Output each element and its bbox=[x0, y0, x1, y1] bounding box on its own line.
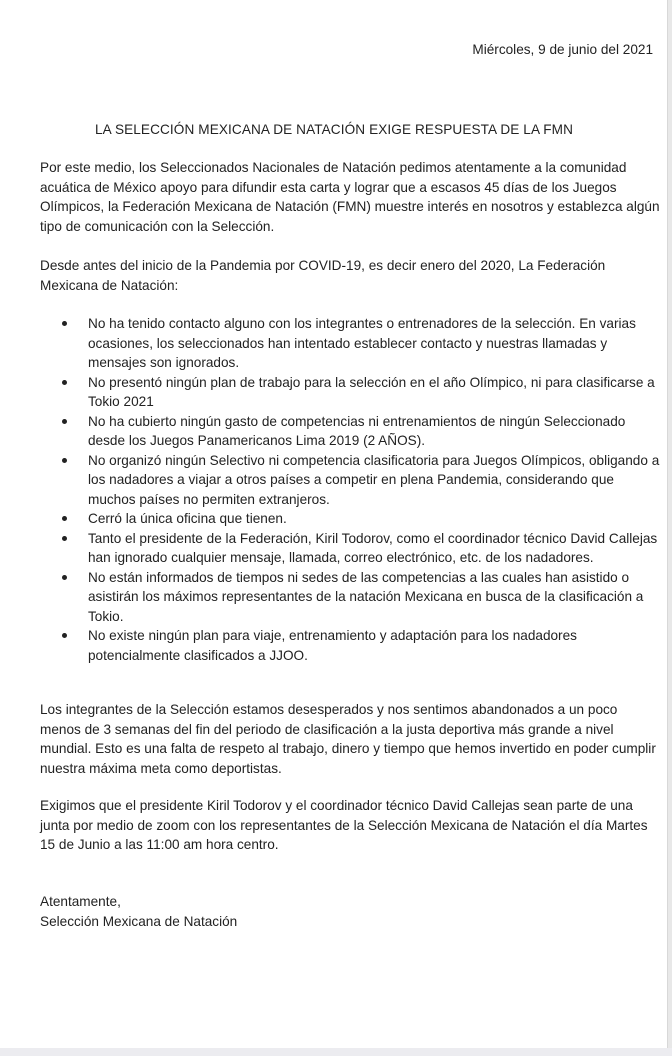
list-item-text: Tanto el presidente de la Federación, Kiril Todorov, como el coordinador técnico David Callejas han ignorado cualquier mensaje, llamada, correo electrónico, etc. de los nadadores. bbox=[88, 530, 658, 565]
list-item-text: No ha cubierto ningún gasto de competencias ni entrenamientos de ningún Seleccionado desde los Juegos Panamericanos Lima 2019 (2 AÑOS). bbox=[88, 413, 626, 448]
list-item bbox=[40, 509, 660, 529]
list-item-text: Cerró la única oficina que tienen. bbox=[88, 511, 287, 526]
letter-date: Miércoles, 9 de junio del 2021 bbox=[472, 42, 653, 57]
list-item-text: No presentó ningún plan de trabajo para la selección en el año Olímpico, ni para clasificarse a Tokio 2021 bbox=[88, 374, 655, 409]
list-item bbox=[40, 529, 660, 568]
salutation: Atentamente, bbox=[40, 894, 121, 909]
list-item-text: No existe ningún plan para viaje, entrenamiento y adaptación para los nadadores potencialmente clasificados a JJOO. bbox=[88, 628, 577, 663]
list-item bbox=[40, 451, 660, 510]
bullet-icon bbox=[62, 321, 67, 326]
lead-paragraph: Desde antes del inicio de la Pandemia por COVID-19, es decir enero del 2020, La Federación Mexicana de Natación: bbox=[40, 258, 606, 293]
bullet-icon bbox=[62, 536, 67, 541]
list-item-text: No ha tenido contacto alguno con los integrantes o entrenadores de la selección. En varias ocasiones, los seleccionados han intentado establecer contacto y nuestras llamadas y mensajes son ignorados. bbox=[88, 316, 636, 370]
list-item bbox=[40, 626, 660, 665]
list-item-text: No están informados de tiempos ni sedes de las competencias a las cuales han asistido o asistirán los máximos representantes de la natación Mexicana en busca de la clasificación a Tokio. bbox=[88, 569, 644, 624]
demand-paragraph: Exigimos que el presidente Kiril Todorov y el coordinador técnico David Callejas sean parte de una junta por medio de zoom con los representantes de la Selección Mexicana de Natación el día Martes 15 de Junio a las 11:00 am hora centro. bbox=[40, 798, 648, 852]
list-item bbox=[40, 412, 660, 451]
intro-paragraph: Por este medio, los Seleccionados Nacionales de Natación pedimos atentamente a la comunidad acuática de México apoyo para difundir esta carta y lograr que a escasos 45 días de los Juegos Olímpicos, la Federación Mexicana de Natación (FMN) muestre interés en nosotros y establezca algún tipo de comunicación con la Selección. bbox=[40, 160, 660, 234]
list-item bbox=[40, 568, 660, 627]
bullet-icon bbox=[62, 575, 67, 580]
grievance-list bbox=[40, 314, 660, 665]
bullet-icon bbox=[62, 380, 67, 385]
list-item-text: No organizó ningún Selectivo ni competencia clasificatoria para Juegos Olímpicos, obligando a los nadadores a viajar a otros países a competir en plena Pandemia, considerando que muchos países no permiten extranjeros. bbox=[88, 452, 660, 507]
list-item bbox=[40, 373, 660, 412]
list-item bbox=[40, 314, 660, 373]
bullet-icon bbox=[62, 458, 67, 463]
bullet-icon bbox=[62, 633, 67, 638]
signature: Selección Mexicana de Natación bbox=[40, 913, 238, 929]
bullet-icon bbox=[62, 419, 67, 424]
letter-title: LA SELECCIÓN MEXICANA DE NATACIÓN EXIGE RESPUESTA DE LA FMN bbox=[94, 122, 574, 137]
despair-paragraph: Los integrantes de la Selección estamos desesperados y nos sentimos abandonados a un poco menos de 3 semanas del fin del periodo de clasificación a la justa deportiva más grande a nivel mundial. Esto es una falta de respeto al trabajo, dinero y tiempo que hemos invertido en poder cumplir nuestra máxima meta como deportistas. bbox=[40, 702, 656, 776]
bottom-strip bbox=[0, 1048, 672, 1056]
closing-block bbox=[40, 892, 660, 931]
bullet-icon bbox=[62, 516, 67, 521]
